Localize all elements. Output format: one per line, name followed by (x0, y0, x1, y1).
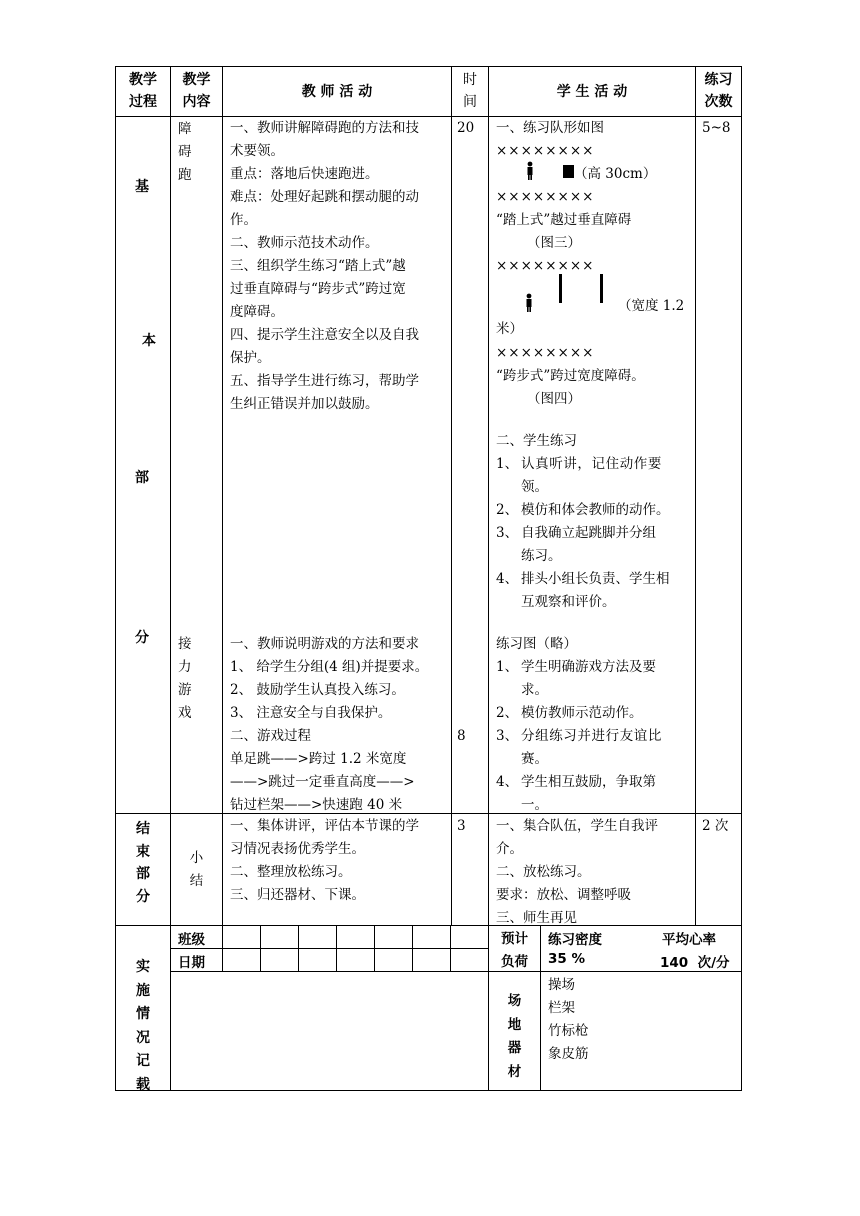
teacher-line: 度障碍。 (230, 304, 284, 320)
practice-item-1-num: 1、 (496, 456, 519, 472)
ending-stage-char: 分 (136, 888, 150, 905)
basic-stage-char-2: 本 (142, 333, 156, 349)
header-count (696, 69, 741, 113)
teacher-line: 重点：落地后快速跑进。 (230, 166, 379, 182)
teacher-line: 习情况表扬优秀学生。 (230, 841, 365, 857)
teacher-line: 二、游戏过程 (230, 728, 311, 744)
practice-item-3-num: 3、 (496, 525, 519, 541)
header-time-line2: 间 (463, 94, 477, 110)
student-practice-title: 二、学生练习 (496, 433, 577, 449)
step-on-caption: “踏上式”越过垂直障碍 (496, 212, 632, 228)
stride-caption: “跨步式”跨过宽度障碍。 (496, 368, 645, 384)
formation-row: ×××××××× (496, 345, 595, 361)
person-icon (524, 293, 534, 313)
width-note: （宽度 1.2 (618, 298, 685, 314)
person-icon (525, 161, 535, 181)
teacher-line: 保护。 (230, 350, 271, 366)
ending-stage-char: 结 (136, 821, 150, 837)
teacher-line: 一、教师讲解障碍跑的方法和技 (230, 120, 419, 136)
content-obstacle-char: 碍 (178, 144, 192, 160)
equip-label-char: 器 (507, 1040, 522, 1056)
date-label: 日期 (178, 955, 205, 971)
width-note-unit: 米） (496, 321, 523, 337)
teacher-line: 二、整理放松练习。 (230, 864, 352, 880)
ending-stage-char: 束 (136, 843, 150, 860)
content-obstacle-char: 障 (178, 121, 192, 137)
equipment-list (548, 974, 589, 1066)
header-process-line2: 过程 (129, 94, 157, 110)
teacher-line: 一、教师说明游戏的方法和要求 (230, 636, 419, 652)
equipment-item: 操场 (548, 977, 575, 993)
game-item-1: 学生明确游戏方法及要 (521, 659, 656, 675)
game-item-4-num: 4、 (496, 774, 519, 790)
teacher-line: 生纠正错误并加以鼓励。 (230, 396, 379, 412)
header-content-line2: 内容 (182, 94, 211, 110)
equipment-item: 竹标枪 (548, 1023, 589, 1039)
record-stage-char: 载 (136, 1076, 150, 1093)
teacher-line: 2、 鼓励学生认真投入练习。 (230, 682, 405, 698)
practice-item-4: 排头小组长负责、学生相 (521, 571, 670, 587)
formation-row: ×××××××× (496, 189, 595, 205)
student-line: 二、放松练习。 (496, 864, 591, 880)
ending-student-activity (496, 815, 658, 930)
teacher-line: 五、指导学生进行练习，帮助学 (230, 373, 419, 389)
ending-teacher-activity (230, 815, 419, 907)
content-relay-char: 戏 (178, 705, 192, 721)
width-obstacle-line-right (600, 274, 603, 303)
practice-item-1-cont: 领。 (521, 479, 548, 495)
student-game-title: 练习图（略） (496, 636, 577, 652)
game-item-1-cont: 求。 (521, 682, 548, 698)
basic-stage-char-1: 基 (135, 179, 149, 195)
practice-item-4-cont: 互观察和评价。 (521, 594, 616, 610)
figure-3-label: （图三） (527, 235, 581, 251)
game-item-3-num: 3、 (496, 728, 519, 744)
header-content (171, 69, 222, 113)
header-student-activity: 学 生 活 动 (556, 84, 628, 100)
game-item-3-cont: 赛。 (521, 751, 548, 767)
header-count-line1: 练习 (704, 72, 733, 88)
game-item-4-cont: 一。 (521, 797, 548, 813)
header-process (116, 69, 170, 113)
time-obstacle: 20 (457, 120, 475, 136)
time-relay: 8 (457, 728, 466, 744)
teacher-line: 难点：处理好起跳和摆动腿的动 (230, 189, 419, 205)
vertical-obstacle-block (563, 165, 574, 178)
student-line: 要求：放松、调整呼吸 (496, 887, 631, 903)
content-relay-char: 接 (178, 636, 192, 652)
teacher-activity-obstacle (230, 117, 419, 416)
header-time (452, 69, 488, 113)
teacher-line: 钻过栏架——>快速跑 40 米 (230, 797, 403, 813)
equipment-item: 象皮筋 (548, 1046, 589, 1062)
practice-count-basic: 5~8 (702, 120, 731, 136)
game-item-4: 学生相互鼓励，争取第 (521, 774, 656, 790)
record-stage-char: 施 (136, 982, 150, 999)
practice-item-2: 模仿和体会教师的动作。 (521, 502, 670, 518)
figure-4-label: （图四） (527, 391, 581, 407)
class-label: 班级 (178, 932, 205, 948)
teacher-line: 1、 给学生分组(4 组)并提要求。 (230, 659, 429, 675)
teacher-line: ——>跳过一定垂直高度——> (230, 774, 415, 790)
density-label: 练习密度 (548, 932, 602, 948)
teacher-activity-relay (230, 633, 428, 817)
density-value: 35 % (548, 951, 586, 967)
game-item-2: 模仿教师示范动作。 (521, 705, 643, 721)
content-obstacle-char: 跑 (178, 167, 192, 183)
record-stage-char: 记 (136, 1053, 150, 1069)
teacher-line: 3、 注意安全与自我保护。 (230, 705, 392, 721)
game-item-2-num: 2、 (496, 705, 519, 721)
practice-item-3: 自我确立起跳脚并分组 (521, 525, 656, 541)
student-line: 三、师生再见 (496, 910, 577, 926)
teacher-line: 术要领。 (230, 143, 284, 159)
teacher-line: 三、归还器材、下课。 (230, 887, 365, 903)
equip-label-char: 场 (507, 993, 522, 1009)
ending-stage (136, 818, 150, 908)
game-item-3: 分组练习并进行友谊比 (521, 728, 662, 744)
equipment-item: 栏架 (548, 1000, 575, 1016)
student-formation-title: 一、练习队形如图 (496, 120, 604, 136)
equipment-label (489, 990, 540, 1084)
expected-load-label (489, 928, 540, 974)
teacher-line: 一、集体讲评，评估本节课的学 (230, 818, 419, 834)
heart-rate-value: 140 次/分 (660, 955, 730, 971)
teacher-line: 单足跳——>跨过 1.2 米宽度 (230, 751, 407, 767)
obstacle-height-note: （高 30cm） (574, 166, 657, 182)
record-stage-char: 实 (136, 959, 150, 975)
teacher-line: 四、提示学生注意安全以及自我 (230, 327, 419, 343)
heart-rate-label: 平均心率 (662, 932, 716, 948)
practice-item-3-cont: 练习。 (521, 548, 562, 564)
practice-item-2-num: 2、 (496, 502, 519, 518)
practice-item-1: 认真听讲，记住动作要 (521, 456, 662, 472)
header-time-line1: 时 (463, 72, 477, 88)
header-content-line1: 教学 (182, 72, 211, 88)
teacher-line: 三、组织学生练习“踏上式”越 (230, 258, 406, 274)
teacher-line: 二、教师示范技术动作。 (230, 235, 379, 251)
header-teacher-activity: 教 师 活 动 (301, 84, 373, 100)
equip-label-char: 材 (507, 1063, 522, 1080)
load-label-line: 预计 (501, 931, 528, 947)
ending-stage-char: 部 (136, 866, 150, 882)
teacher-line: 作。 (230, 212, 257, 228)
basic-stage-char-3: 部 (135, 470, 149, 486)
student-line: 一、集合队伍，学生自我评 (496, 818, 658, 834)
ending-content-char: 结 (189, 873, 204, 889)
width-obstacle-line-left (559, 274, 562, 303)
formation-row: ×××××××× (496, 143, 595, 159)
header-process-line1: 教学 (129, 72, 157, 88)
equip-label-char: 地 (507, 1016, 522, 1033)
record-stage (136, 956, 150, 1097)
ending-content-char: 小 (189, 850, 204, 866)
content-obstacle-run (178, 118, 192, 187)
practice-count-ending: 2 次 (702, 818, 729, 834)
record-stage-char: 情 (136, 1006, 150, 1022)
student-line: 介。 (496, 841, 523, 857)
content-relay-char: 力 (178, 659, 192, 675)
content-relay-char: 游 (178, 682, 192, 698)
game-item-1-num: 1、 (496, 659, 519, 675)
basic-stage-char-4: 分 (135, 630, 149, 646)
load-label-line: 负荷 (501, 954, 528, 970)
content-relay-game (178, 633, 192, 725)
ending-time: 3 (457, 818, 466, 834)
record-stage-char: 况 (136, 1029, 150, 1046)
header-count-line2: 次数 (704, 94, 733, 110)
formation-row: ×××××××× (496, 258, 595, 274)
teacher-line: 过垂直障碍与“跨步式”跨过宽 (230, 281, 406, 297)
practice-item-4-num: 4、 (496, 571, 519, 587)
ending-content (171, 847, 222, 893)
